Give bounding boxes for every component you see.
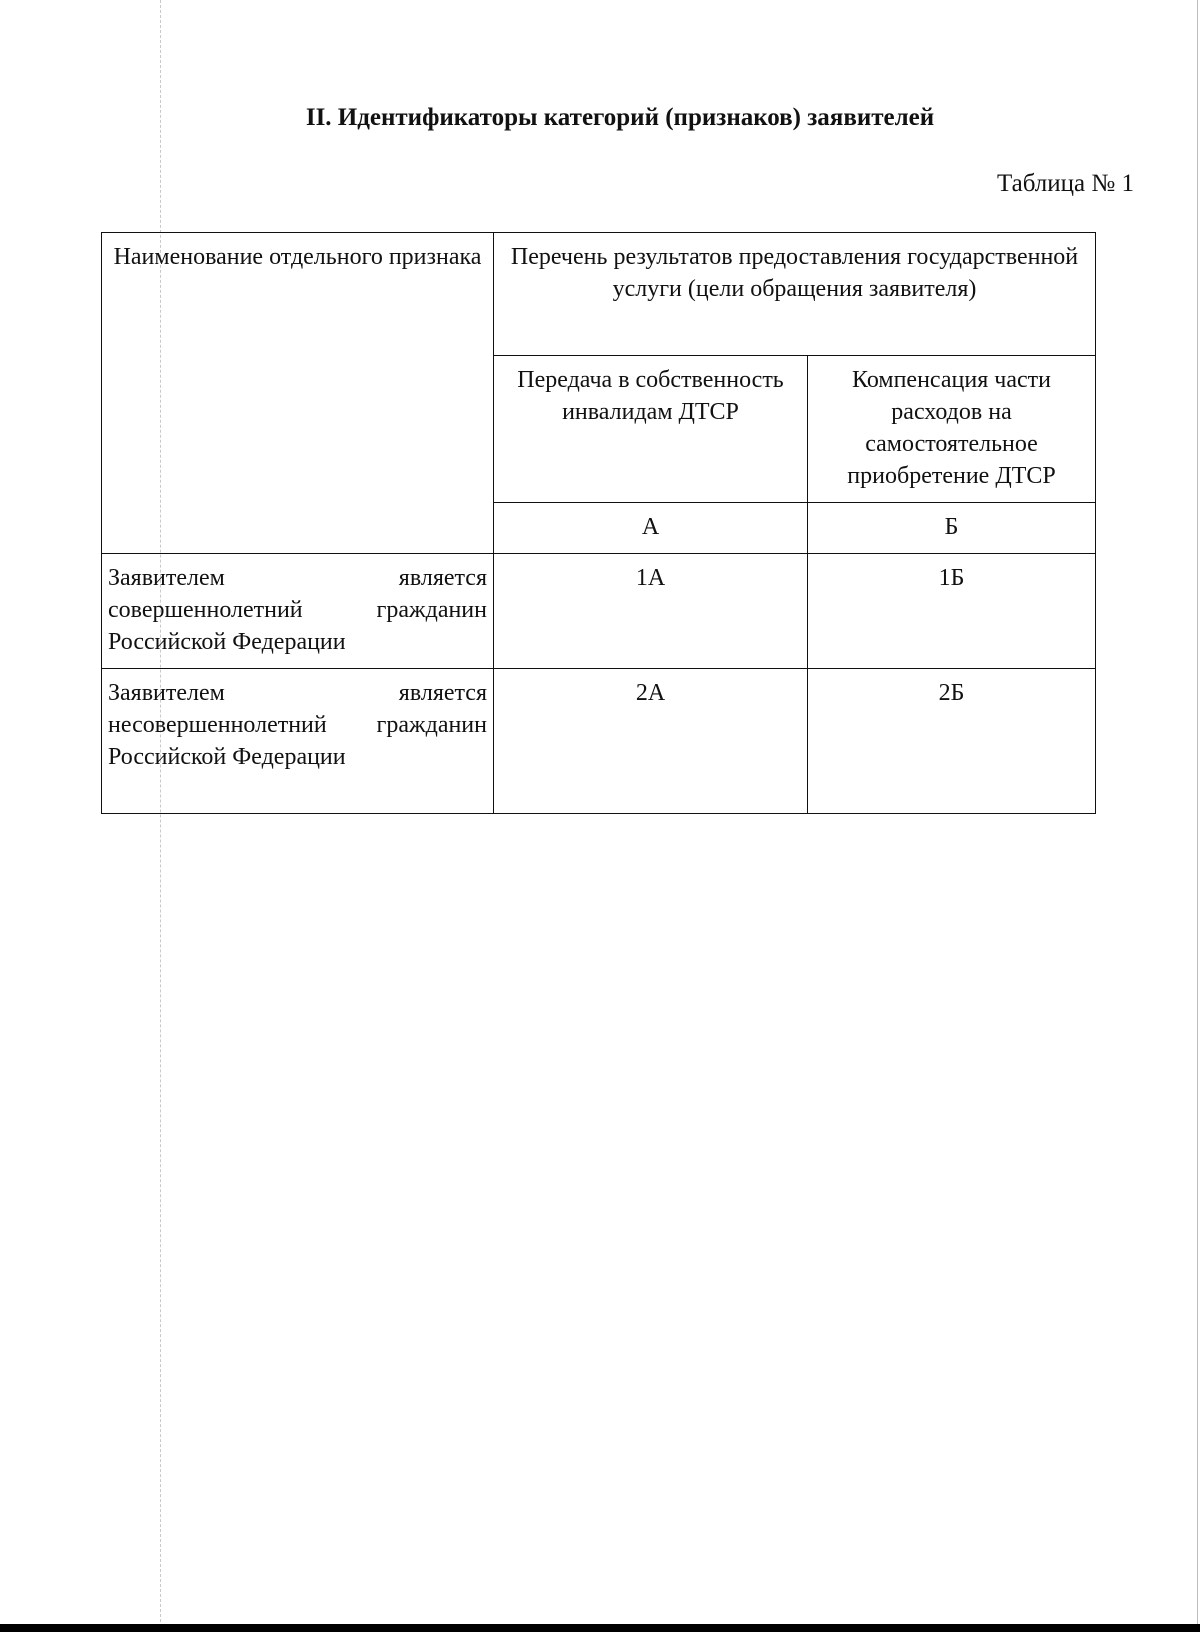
row-code-a: 2А: [494, 669, 808, 814]
header-result-a: Передача в собственность инвалидам ДТСР: [494, 356, 808, 503]
table-row: [102, 554, 1096, 669]
section-title: II. Идентификаторы категорий (признаков) заявителей: [305, 104, 935, 131]
row-code-b: 2Б: [808, 669, 1096, 814]
table-row: [102, 669, 1096, 814]
scan-bottom-band: [0, 1624, 1200, 1632]
row-code-a: 1А: [494, 554, 808, 669]
row-code-b: 1Б: [808, 554, 1096, 669]
scan-edge-line: [1197, 0, 1198, 1632]
row-feature: Заявителем является несовершеннолетний гражданин Российской Федерации: [102, 669, 494, 814]
header-code-b: Б: [808, 503, 1096, 554]
header-result-b: Компенсация части расходов на самостоятельное приобретение ДТСР: [808, 356, 1096, 503]
header-feature-name: Наименование отдельного признака: [102, 233, 494, 554]
header-results-list: Перечень результатов предоставления государственной услуги (цели обращения заявителя): [494, 233, 1096, 356]
table-header-row: [102, 233, 1096, 356]
table-number: Таблица № 1: [996, 170, 1134, 197]
applicant-categories-table: [101, 232, 1096, 814]
header-code-a: А: [494, 503, 808, 554]
row-feature: Заявителем является совершеннолетний гражданин Российской Федерации: [102, 554, 494, 669]
